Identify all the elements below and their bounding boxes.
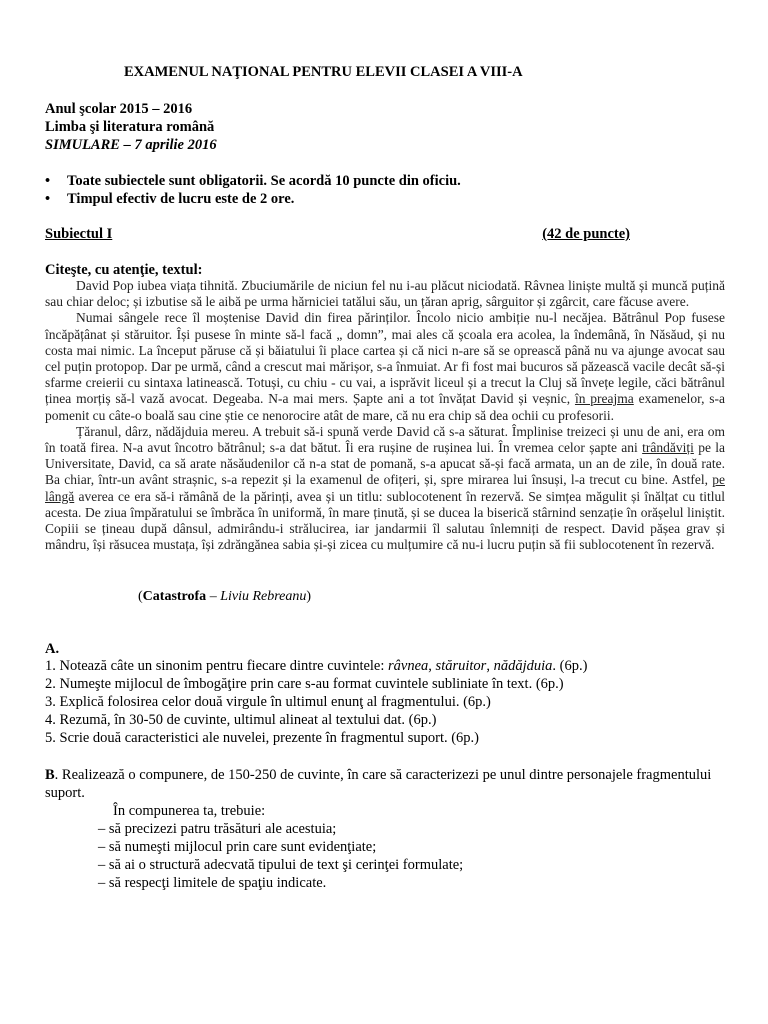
requirement-item: – să respecţi limitele de spaţiu indicate. bbox=[98, 875, 327, 891]
rules-list bbox=[45, 172, 461, 208]
work-title: Catastrofa bbox=[142, 589, 207, 604]
subject-name: Limba şi literatura română bbox=[45, 119, 215, 135]
subject-points: (42 de puncte) bbox=[542, 226, 630, 242]
exam-title: EXAMENUL NAŢIONAL PENTRU ELEVII CLASEI A VIII-A bbox=[124, 64, 523, 80]
underlined-word: trândăviți bbox=[642, 440, 694, 456]
text-run: averea ce era să-i rămână de la părinți, avea și un titlu: sublocotenent în rezervă. Se simțea măgulit și înălțat cu titlul acesta. De ziua împăratului se îmbrăca în uniformă, în mare ținută, și se ducea la biserică stârnind senzație în orășelul liniștit. Copiii se țineau după dânsul, admirându-i strălucirea, iar jandarmii îl salutau înlemniți de respect. David pășea grav și mândru, își răsucea mustața, își zdrăngănea sabia și-și zicea cu mulțumire că nu-i lucru puțin să fii sublocotenent în rezervă. bbox=[45, 488, 725, 553]
task-sep: , bbox=[428, 658, 436, 674]
task-item: 2. Numeşte mijlocul de îmbogăţire prin care s-au format cuvintele subliniate în text. (6p.) bbox=[45, 676, 564, 692]
rule-text: Timpul efectiv de lucru este de 2 ore. bbox=[67, 191, 295, 207]
reading-instruction: Citeşte, cu atenţie, textul: bbox=[45, 262, 203, 278]
section-b-intro bbox=[45, 766, 725, 802]
task-item: 5. Scrie două caracteristici ale nuvelei, prezente în fragmentul suport. (6p.) bbox=[45, 730, 480, 746]
bullet-icon: • bbox=[45, 173, 51, 189]
bullet-icon: • bbox=[45, 191, 51, 207]
section-b-label: B bbox=[45, 767, 55, 783]
task-text: . (6p.) bbox=[552, 658, 588, 674]
task-item bbox=[45, 657, 587, 675]
requirements-lead: În compunerea ta, trebuie: bbox=[113, 803, 266, 819]
requirement-item: – să numeşti mijlocul prin care sunt evidenţiate; bbox=[98, 839, 377, 855]
simulation-date: SIMULARE – 7 aprilie 2016 bbox=[45, 137, 217, 153]
task-sep: , bbox=[486, 658, 494, 674]
section-b bbox=[45, 766, 725, 892]
exam-meta bbox=[45, 100, 217, 154]
requirement-item: – să ai o structură adecvată tipului de text şi cerinţei formulate; bbox=[98, 857, 464, 873]
task-text: 1. Notează câte un sinonim pentru fiecare dintre cuvintele: bbox=[45, 658, 389, 674]
task-item: 3. Explică folosirea celor două virgule în ultimul enunţ al fragmentului. (6p.) bbox=[45, 694, 491, 710]
rule-item bbox=[45, 172, 461, 190]
text-source bbox=[138, 589, 311, 605]
subject-heading bbox=[45, 226, 630, 243]
underlined-word: pe lângă bbox=[45, 472, 725, 504]
subject-label: Subiectul I bbox=[45, 226, 113, 242]
section-a-tasks bbox=[45, 657, 587, 747]
section-b-text: . Realizează o compunere, de 150-250 de cuvinte, în care să caracterizezi pe unul dintre personajele fragmentului suport. bbox=[45, 767, 712, 801]
author-name: Liviu Rebreanu bbox=[220, 589, 307, 604]
paren-close: ) bbox=[306, 589, 312, 604]
text-run: Țăranul, dârz, nădăjduia mereu. A trebuit să-i spună verde David că s-a săturat. Împlinise treizeci și unu de ani, era om în toată firea. N-a avut încotro bătrânul; s-a dat bătut. Îi era rușine de rușinea lui. În vremea celor șapte ani bbox=[45, 423, 725, 456]
text-paragraph: David Pop iubea viața tihnită. Zbuciumările de niciun fel nu i-au plăcut niciodată. Râvnea liniște multă și muncă puțină sau chiar deloc; și izbutise să le aibă pe urma hărniciei tatălui său, un țăran aprig, sârguitor și zgârcit, care făcuse avere. bbox=[45, 278, 725, 310]
school-year: Anul şcolar 2015 – 2016 bbox=[45, 101, 193, 117]
text-paragraph bbox=[45, 310, 725, 423]
task-word: nădăjduia bbox=[493, 658, 553, 674]
text-paragraph bbox=[45, 424, 725, 554]
underlined-word: în preajma bbox=[574, 391, 634, 407]
task-word: râvnea bbox=[388, 658, 429, 674]
paren-open: ( bbox=[138, 589, 143, 604]
text-run: Numai sângele rece îl moștenise David din firea părinților. Încolo nicio ambiție nu-l necăjea. Bătrânul Pop fusese încăpățânat și stăruitor. Își pusese în minte să-l facă „ domn”, mai ales că școala era acolea, la îndemână, în Năsăud, și nu costa mai nimic. La început păruse că și băiatului îi place cartea și că nici n-are să se oprească până nu va ajunge avocat sau cel puțin protopop. Dar pe urmă, când a crescut mai mărișor, s-a înmuiat. Ar fi fost mai bucuros să păzească vacile decât să-și sfarme creierii cu sintaxa latinească. Totuși, cu chiu - cu vai, a isprăvit liceul și a trecut la Cluj să învețe legile, căci bătrânul ținea morțiș să-l vază avocat. Degeaba. N-a mai mers. Șapte ani a tot învățat David și veșnic, bbox=[45, 310, 725, 407]
rule-item bbox=[45, 190, 461, 208]
section-a-label: A. bbox=[45, 641, 60, 657]
text-run: examenelor, s-a pomenit cu câte-o boală sau cine știe ce nenorocire atât de mare, că nu era chip să dea ochii cu profesorii. bbox=[45, 391, 726, 423]
text-run: pe la Universitate, David, ca să arate năsăudenilor că n-a stat de pomană, s-a apucat să-și facă armata, un an de zile, în două rate. Ba chiar, într-un avânt strașnic, s-a repezit și la examenul de ofițeri, și, spre mirarea lui însuși, l-a trecut cu bine. Astfel, bbox=[45, 440, 726, 488]
reading-text bbox=[45, 278, 725, 553]
requirement-item: – să precizezi patru trăsături ale acestuia; bbox=[98, 821, 337, 837]
rule-text: Toate subiectele sunt obligatorii. Se acordă 10 puncte din oficiu. bbox=[67, 173, 461, 189]
task-item: 4. Rezumă, în 30-50 de cuvinte, ultimul alineat al textului dat. (6p.) bbox=[45, 712, 437, 728]
source-dash: – bbox=[206, 589, 221, 604]
task-word: stăruitor bbox=[435, 658, 487, 674]
